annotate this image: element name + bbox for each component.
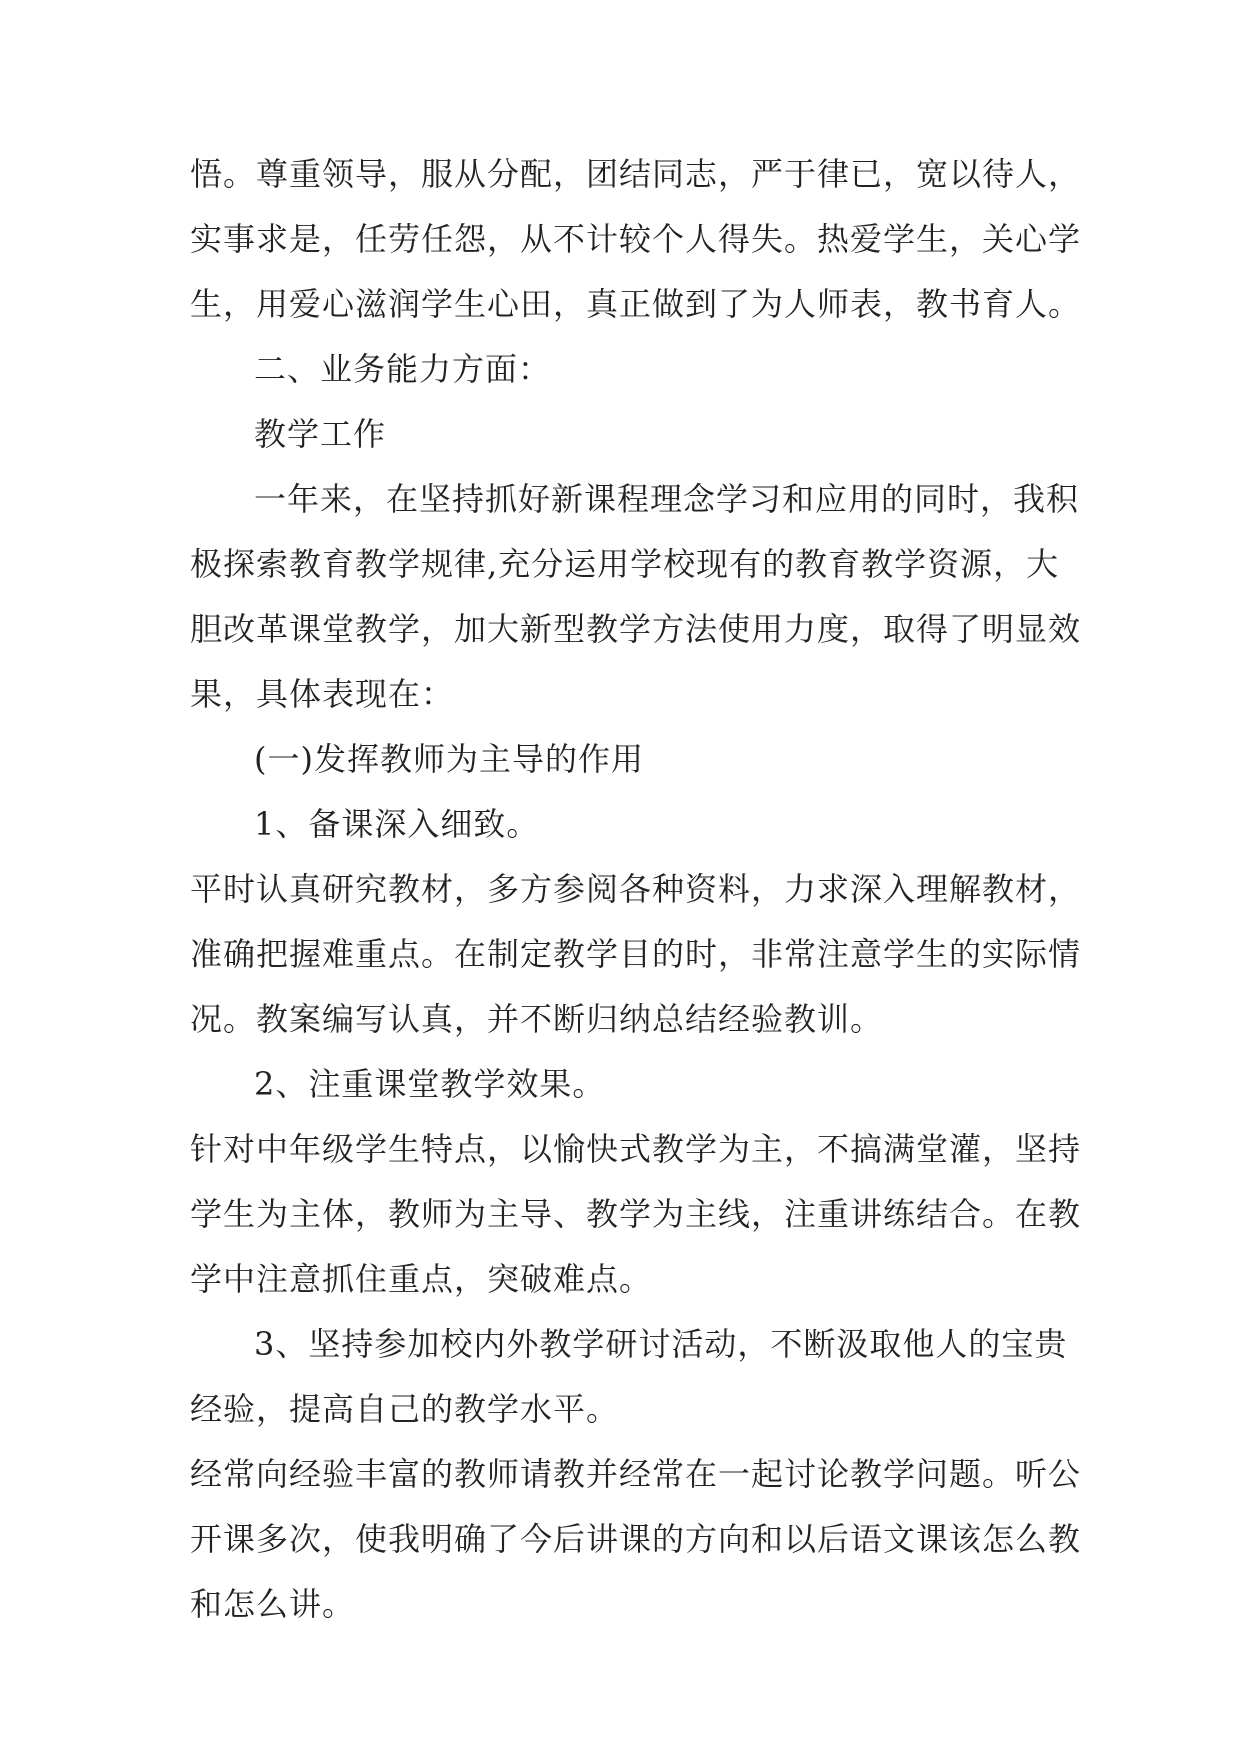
item-2-heading: 2、注重课堂教学效果。 xyxy=(254,1065,606,1103)
paragraph-teaching-summary: 一年来，在坚持抓好新课程理念学习和应用的同时，我积极探索教育教学规律,充分运用学校现有的教育教学资源，大胆改革课堂教学，加大新型教学方法使用力度，取得了明显效果，具体表现在： xyxy=(190,480,1082,713)
item-2-body: 针对中年级学生特点，以愉快式教学为主，不搞满堂灌，坚持学生为主体，教师为主导、教学为主线，注重讲练结合。在教学中注意抓住重点，突破难点。 xyxy=(190,1130,1082,1298)
subheading-teaching-work: 教学工作 xyxy=(254,415,387,453)
item-1-body: 平时认真研究教材，多方参阅各种资料，力求深入理解教材，准确把握难重点。在制定教学目的时，非常注意学生的实际情况。教案编写认真，并不断归纳总结经验教训。 xyxy=(190,870,1082,1038)
item-3-body: 经常向经验丰富的教师请教并经常在一起讨论教学问题。听公开课多次，使我明确了今后讲课的方向和以后语文课该怎么教和怎么讲。 xyxy=(190,1455,1082,1623)
subheading-teacher-leading-role: (一)发挥教师为主导的作用 xyxy=(254,740,644,778)
item-1-heading: 1、备课深入细致。 xyxy=(254,805,540,843)
paragraph-1: 悟。尊重领导，服从分配，团结同志，严于律已，宽以待人，实事求是，任劳任怨，从不计较个人得失。热爱学生，关心学生，用爱心滋润学生心田，真正做到了为人师表，教书育人。 xyxy=(190,155,1082,323)
document-body xyxy=(190,142,1090,1637)
item-3-heading: 3、坚持参加校内外教学研讨活动，不断汲取他人的宝贵经验，提高自己的教学水平。 xyxy=(190,1325,1068,1428)
section-heading-business-ability: 二、业务能力方面： xyxy=(254,350,552,388)
